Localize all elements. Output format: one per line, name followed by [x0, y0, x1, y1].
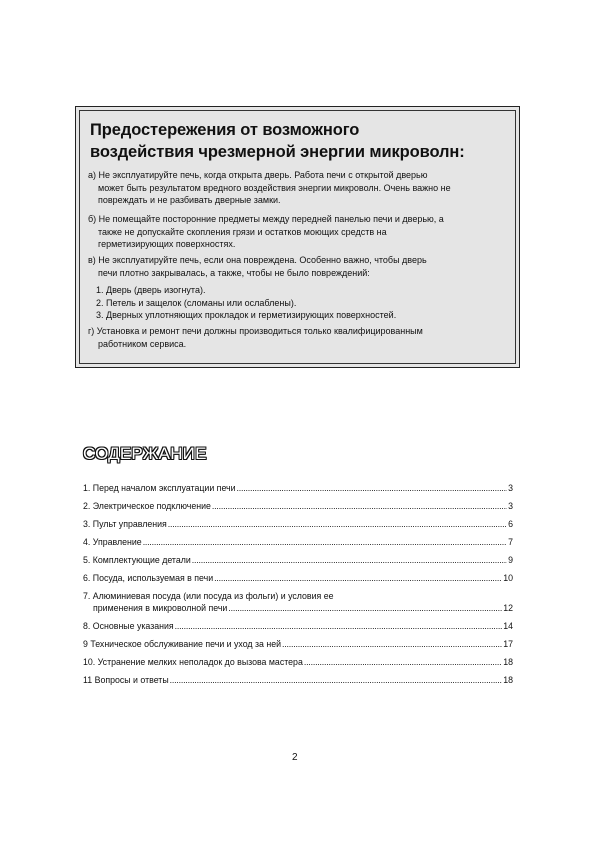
toc-row[interactable]	[83, 500, 513, 512]
toc-row[interactable]	[83, 638, 513, 650]
toc-leader	[214, 572, 502, 584]
toc-page: 6	[508, 519, 513, 529]
toc-page: 14	[503, 621, 513, 631]
warning-paragraph-c	[88, 254, 513, 279]
warning-paragraph-a	[88, 169, 513, 207]
warning-paragraph-b	[88, 213, 513, 251]
toc-leader	[228, 602, 502, 614]
toc-page: 18	[503, 675, 513, 685]
warning-paragraph-line: повреждать и не разбивать дверные замки.	[98, 195, 281, 205]
warning-paragraph-line: работником сервиса.	[98, 338, 187, 349]
warning-paragraph-line: б) Не помещайте посторонние предметы между передней панелью печи и дверью, а	[88, 214, 444, 224]
toc-page: 18	[503, 657, 513, 667]
warning-paragraph-line: герметизирующих поверхностях.	[98, 239, 236, 249]
toc-page: 3	[508, 483, 513, 493]
toc-leader	[237, 482, 508, 494]
toc-leader	[175, 620, 503, 632]
toc-row[interactable]	[83, 674, 513, 686]
toc-label: 11 Вопросы и ответы	[83, 675, 169, 685]
toc-leader	[212, 500, 507, 512]
warning-paragraph-line: может быть результатом вредного воздействия энергии микроволн. Очень важно не	[98, 182, 451, 193]
toc-leader	[170, 674, 503, 686]
toc-label: 1. Перед началом эксплуатации печи	[83, 483, 236, 493]
warning-paragraph-line: также не допускайте скопления грязи и остатков моющих средств на	[98, 226, 387, 237]
warning-paragraph-line: а) Не эксплуатируйте печь, когда открыта дверь. Работа печи с открытой дверью	[88, 170, 428, 180]
toc-leader	[304, 656, 502, 668]
warning-title	[90, 119, 510, 163]
toc-row[interactable]	[83, 482, 513, 494]
toc-leader	[168, 518, 507, 530]
page-number: 2	[292, 752, 298, 763]
toc-page: 9	[508, 555, 513, 565]
warning-paragraph-line: в) Не эксплуатируйте печь, если она повреждена. Особенно важно, чтобы дверь	[88, 255, 427, 265]
toc-leader	[143, 536, 507, 548]
warning-paragraph-line: печи плотно закрывалась, а также, чтобы не было повреждений:	[98, 267, 370, 278]
toc-label: применения в микроволной печи	[93, 603, 228, 613]
warning-paragraph-line: г) Установка и ремонт печи должны производиться только квалифицированным	[88, 326, 423, 336]
toc-row[interactable]	[83, 620, 513, 632]
damage-sub-item: 3. Дверных уплотняющих прокладок и герметизирующих поверхностей.	[96, 310, 397, 320]
warning-box	[75, 106, 520, 368]
damage-sub-item: 1. Дверь (дверь изогнута).	[96, 285, 206, 295]
toc-label: 2. Электрическое подключение	[83, 501, 211, 511]
damage-sub-list	[96, 284, 506, 322]
toc-row[interactable]	[83, 572, 513, 584]
toc-leader	[192, 554, 507, 566]
warning-title-line-1: Предостережения от возможного	[90, 121, 360, 139]
damage-sub-item: 2. Петель и защелок (сломаны или ослаблены).	[96, 297, 297, 308]
toc-label: 10. Устранение мелких неполадок до вызова мастера	[83, 657, 303, 667]
toc-row[interactable]	[83, 554, 513, 566]
toc-label: 6. Посуда, используемая в печи	[83, 573, 214, 583]
warning-paragraph-d	[88, 325, 513, 350]
toc-page: 3	[508, 501, 513, 511]
toc-label: 4. Управление	[83, 537, 142, 547]
toc-label: 5. Комплектующие детали	[83, 555, 191, 565]
toc-row[interactable]	[83, 536, 513, 548]
toc-page: 17	[503, 639, 513, 649]
contents-heading: СОДЕРЖАНИЕ	[83, 444, 207, 463]
toc-page: 12	[503, 603, 513, 613]
toc-label: 8. Основные указания	[83, 621, 174, 631]
toc-row-first-line: 7. Алюминиевая посуда (или посуда из фольги) и условия ее	[83, 591, 334, 601]
toc-row[interactable]	[83, 602, 513, 614]
toc-label: 9 Техническое обслуживание печи и уход за ней	[83, 639, 282, 649]
toc-page: 10	[503, 573, 513, 583]
toc-row[interactable]	[83, 656, 513, 668]
toc-label: 3. Пульт управления	[83, 519, 167, 529]
toc-page: 7	[508, 537, 513, 547]
toc-leader	[282, 638, 502, 650]
warning-title-line-2: воздействия чрезмерной энергии микроволн:	[90, 143, 465, 161]
toc-row[interactable]	[83, 518, 513, 530]
